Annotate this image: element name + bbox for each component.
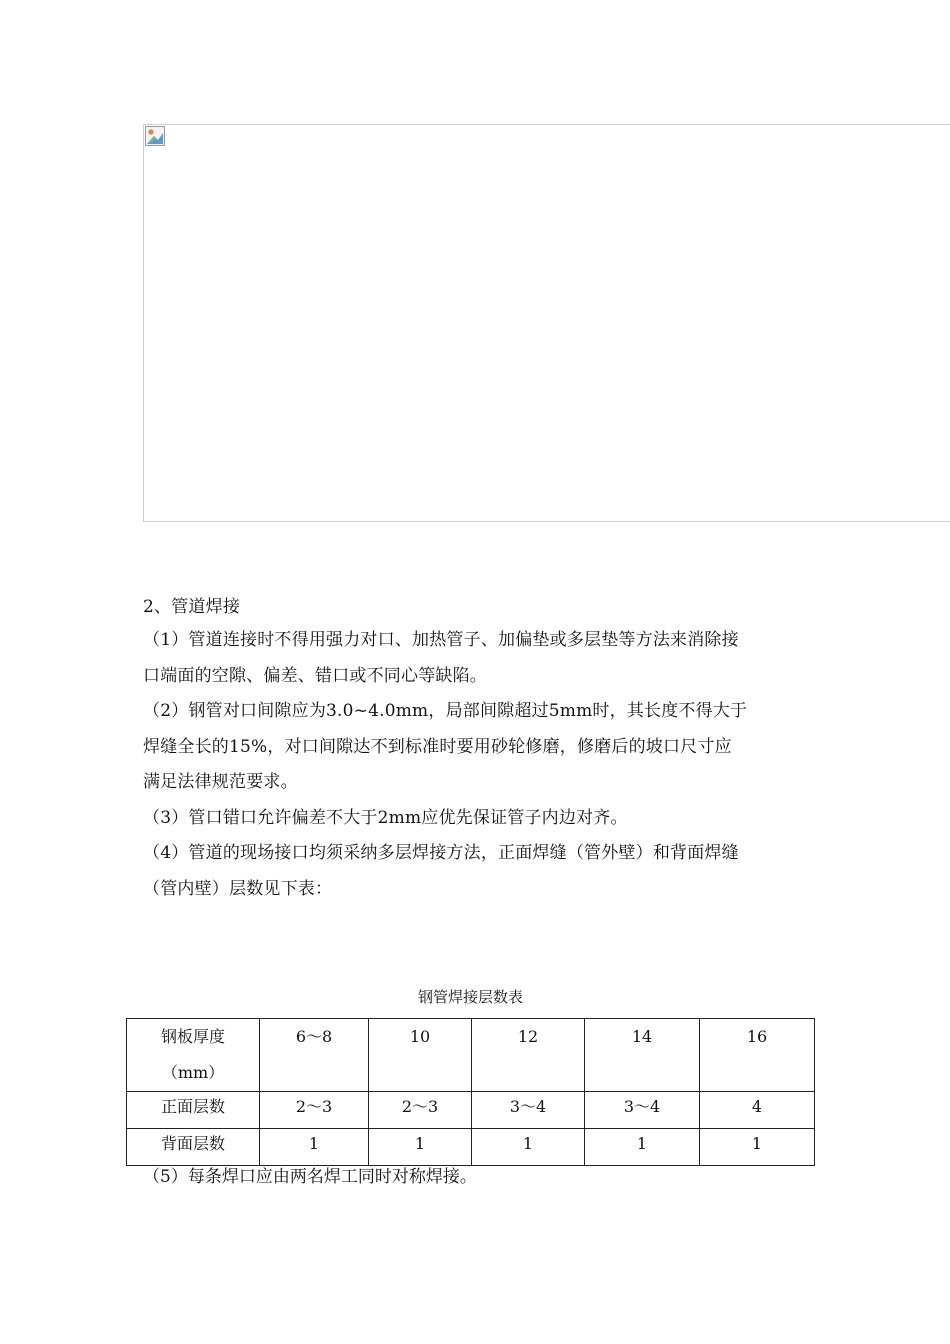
table-cell: 4 (700, 1092, 815, 1129)
table-header-cell: 12 (472, 1019, 585, 1092)
table-cell: 1 (369, 1129, 472, 1166)
footer-paragraph: （5）每条焊口应由两名焊工同时对称焊接。 (143, 1167, 477, 1187)
table-cell: 1 (260, 1129, 369, 1166)
table-row (127, 1092, 815, 1129)
table-cell: 3～4 (585, 1092, 700, 1129)
table-header-row (127, 1019, 815, 1092)
broken-image-icon (145, 126, 165, 146)
table-header-cell: 14 (585, 1019, 700, 1092)
table-cell: 1 (585, 1129, 700, 1166)
row-label: 正面层数 (127, 1092, 260, 1129)
paragraph-line: （3）管口错口允许偏差不大于2mm应优先保证管子内边对齐。 (143, 807, 628, 828)
welding-layers-table (126, 1018, 815, 1166)
section-heading: 2、管道焊接 (143, 597, 241, 617)
table-cell: 1 (700, 1129, 815, 1166)
table-cell: 2～3 (369, 1092, 472, 1129)
table-cell: 2～3 (260, 1092, 369, 1129)
header-label-line2: （mm） (161, 1063, 225, 1082)
table-header-cell: 16 (700, 1019, 815, 1092)
section-paragraphs (143, 623, 813, 907)
image-placeholder (143, 124, 950, 522)
paragraph-line: （2）钢管对口间隙应为3.0~4.0mm，局部间隙超过5mm时，其长度不得大于 (143, 701, 748, 721)
paragraph-line: （管内壁）层数见下表： (143, 878, 333, 899)
header-label-line1: 钢板厚度 (160, 1027, 225, 1046)
table-header-cell: 10 (369, 1019, 472, 1092)
table-cell: 3～4 (472, 1092, 585, 1129)
section-body (143, 590, 813, 624)
row-label: 背面层数 (127, 1129, 260, 1166)
paragraph-line: 焊缝全长的15%，对口间隙达不到标准时要用砂轮修磨，修磨后的坡口尺寸应 (143, 736, 732, 757)
paragraph-line: 口端面的空隙、偏差、错口或不同心等缺陷。 (143, 665, 487, 686)
table-header-label (127, 1019, 260, 1092)
table-cell: 1 (472, 1129, 585, 1166)
paragraph-line: （4）管道的现场接口均须采纳多层焊接方法，正面焊缝（管外壁）和背面焊缝 (143, 843, 739, 863)
paragraph-line: （1）管道连接时不得用强力对口、加热管子、加偏垫或多层垫等方法来消除接 (143, 630, 739, 650)
paragraph-line: 满足法律规范要求。 (143, 772, 298, 792)
table-caption: 钢管焊接层数表 (417, 988, 523, 1006)
table-row (127, 1129, 815, 1166)
table-header-cell: 6～8 (260, 1019, 369, 1092)
